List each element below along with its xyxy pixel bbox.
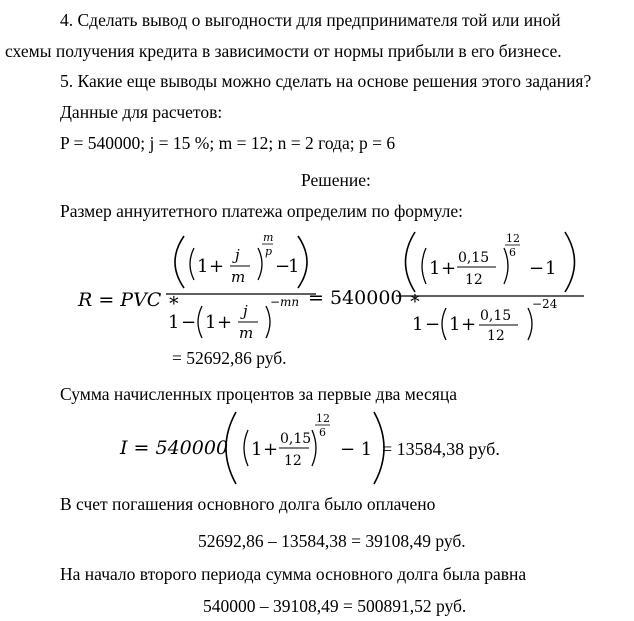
svg-text:m: m xyxy=(239,324,254,342)
svg-text:j: j xyxy=(243,302,248,320)
svg-text:+: + xyxy=(217,312,233,333)
formula-lhs: R = PVC ∗ xyxy=(78,289,181,311)
svg-text:1: 1 xyxy=(288,256,300,277)
interest-intro: Сумма начисленных процентов за первые два месяца xyxy=(60,384,457,404)
svg-text:j: j xyxy=(235,246,240,264)
svg-text:−: − xyxy=(275,256,291,277)
svg-text:p: p xyxy=(265,245,273,258)
annuity-result: = 52692,86 руб. xyxy=(172,348,287,368)
svg-text:+: + xyxy=(263,439,279,460)
svg-text:6: 6 xyxy=(509,246,516,259)
svg-text:= 13584,38 руб.: = 13584,38 руб. xyxy=(382,439,500,459)
svg-text:12: 12 xyxy=(316,412,330,425)
svg-text:6: 6 xyxy=(319,426,326,439)
solution-heading: Решение: xyxy=(301,170,371,190)
svg-text:1: 1 xyxy=(197,256,209,277)
svg-text:0,15: 0,15 xyxy=(280,431,312,447)
balance-intro: На начало второго периода сумма основного долга была равна xyxy=(60,564,527,584)
svg-text:−: − xyxy=(425,314,441,335)
interest-lhs: I = 540000 xyxy=(120,437,229,459)
interest-formula xyxy=(116,408,536,488)
svg-text:+: + xyxy=(209,256,225,277)
big-paren-left-icon xyxy=(175,236,184,288)
principal-intro: В счет погашения основного долга было оплачено xyxy=(60,494,436,514)
item5-question: 5. Какие еще выводы можно сделать на основе решения этого задания? xyxy=(60,71,592,91)
svg-text:12: 12 xyxy=(487,328,505,344)
svg-text:1: 1 xyxy=(205,312,217,333)
balance-calc: 540000 – 39108,49 = 500891,52 руб. xyxy=(203,596,467,616)
svg-text:m: m xyxy=(231,268,246,286)
data-heading: Данные для расчетов: xyxy=(60,102,223,122)
svg-text:12: 12 xyxy=(506,232,520,245)
annuity-intro: Размер аннуитетного платежа определим по формуле: xyxy=(60,201,463,221)
svg-text:+: + xyxy=(461,314,477,335)
svg-text:1: 1 xyxy=(251,439,263,460)
svg-text:0,15: 0,15 xyxy=(480,308,512,324)
svg-text:1: 1 xyxy=(429,258,441,279)
svg-text:1: 1 xyxy=(449,314,461,335)
svg-text:m: m xyxy=(263,231,274,244)
svg-text:− 1: − 1 xyxy=(340,439,373,460)
data-values: P = 540000; j = 15 %; m = 12; n = 2 года; p = 6 xyxy=(60,133,396,153)
svg-text:−mn: −mn xyxy=(270,295,300,309)
principal-calc: 52692,86 – 13584,38 = 39108,49 руб. xyxy=(198,531,466,551)
svg-text:−: − xyxy=(181,312,197,333)
svg-text:1: 1 xyxy=(412,314,424,335)
svg-text:−24: −24 xyxy=(532,297,558,311)
svg-text:12: 12 xyxy=(465,272,483,288)
svg-text:12: 12 xyxy=(284,453,302,469)
svg-text:+: + xyxy=(441,258,457,279)
svg-text:1: 1 xyxy=(545,258,557,279)
item4-line2: схемы получения кредита в зависимости от нормы прибыли в его бизнесе. xyxy=(5,41,562,61)
svg-text:1: 1 xyxy=(168,312,180,333)
item4-line1: 4. Сделать вывод о выгодности для предпринимателя той или иной xyxy=(60,10,561,30)
annuity-formula xyxy=(70,228,590,348)
svg-text:−: − xyxy=(529,258,545,279)
svg-text:= 540000 ∗: = 540000 ∗ xyxy=(308,287,422,309)
svg-text:0,15: 0,15 xyxy=(458,250,490,266)
